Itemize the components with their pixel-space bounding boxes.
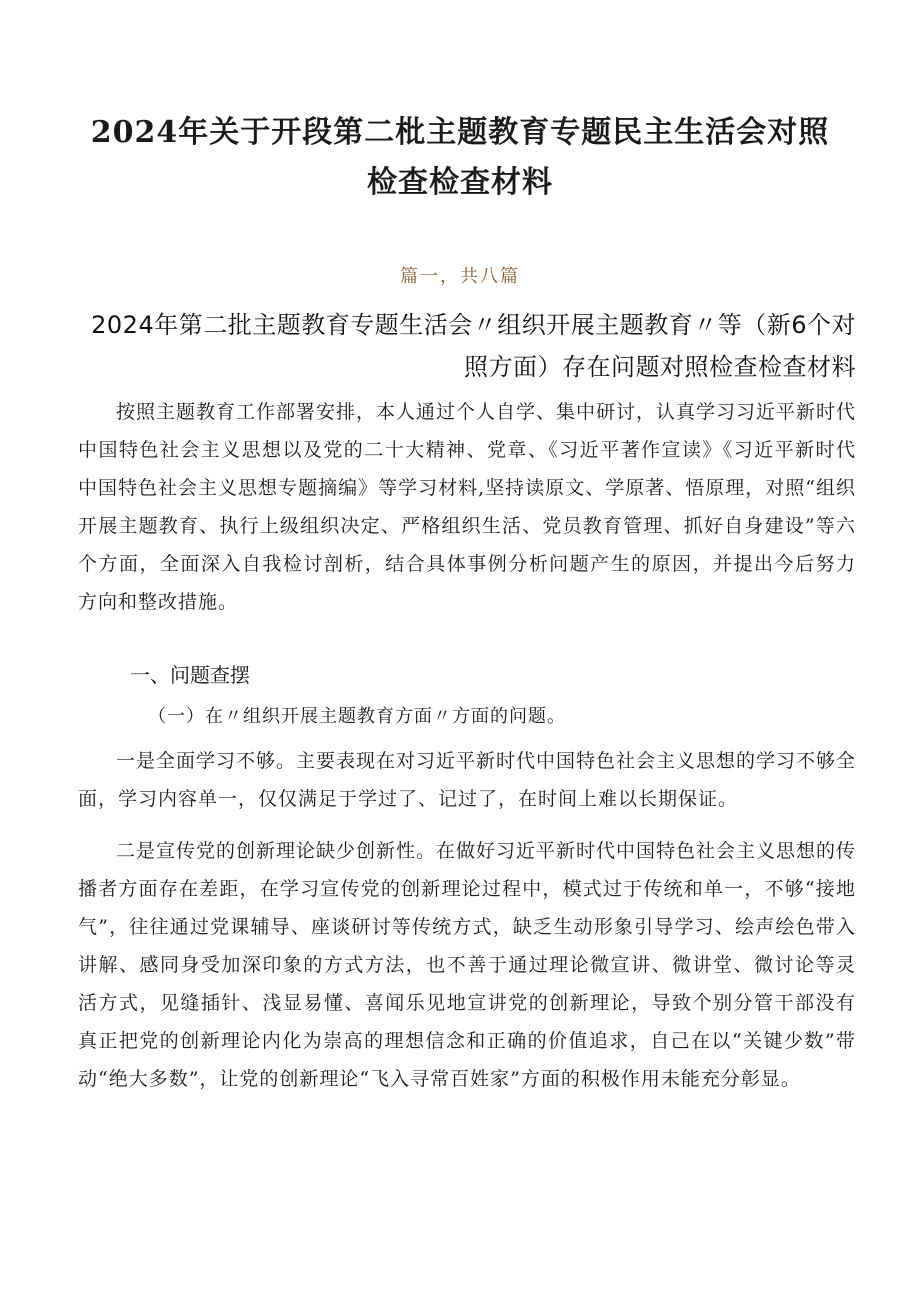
intro-paragraph: 按照主题教育工作部署安排，本人通过个人自学、集中研讨，认真学习习近平新时代中国特色社会主义思想以及党的二十大精神、党章、《习近平著作宣读》《习近平新时代中国特色社会主义思想专题摘编》等学习材料,坚持读原文、学原著、悟原理，对照“组织开展主题教育、执行上级组织决定、严格组织生活、党员教育管理、抓好自身建设”等六个方面，全面深入自我检讨剖析，结合具体事例分析问题产生的原因，并提出今后努力方向和整改措施。 — [78, 401, 857, 613]
document-title: 2024年关于开段第二枇主题教育专题民主生活会对照检查检查材料 — [90, 115, 830, 200]
subheading-organize-education: （一）在〃组织开展主题教育方面〃方面的问题。 — [148, 706, 566, 727]
series-label: 篇一，共八篇 — [400, 266, 520, 287]
paragraph-study-insufficient: 一是全面学习不够。主要表现在对习近平新时代中国特色社会主义思想的学习不够全面，学习内容单一，仅仅满足于学过了、记过了，在时间上难以长期保证。 — [78, 750, 857, 810]
paragraph-publicity-innovation: 二是宣传党的创新理论缺少创新性。在做好习近平新时代中国特色社会主义思想的传播者方面存在差距，在学习宣传党的创新理论过程中，模式过于传统和单一，不够“接地气”，往往通过党课辅导、座谈研讨等传统方式，缺乏生动形象引导学习、绘声绘色带入讲解、感同身受加深印象的方式方法，也不善于通过理论微宣讲、微讲堂、微讨论等灵活方式，见缝插针、浅显易懂、喜闻乐见地宣讲党的创新理论，导致个别分管干部没有真正把党的创新理论内化为崇高的理想信念和正确的价值追求，自己在以“关键少数”带动“绝大多数”，让党的创新理论“飞入寻常百姓家”方面的积极作用未能充分彰显。 — [78, 840, 857, 1090]
section-title: 2024年第二批主题教育专题生活会〃组织开展主题教育〃等（新6个对照方面）存在问题对照检查检查材料 — [91, 311, 856, 381]
heading-problem-check: 一、问题查摆 — [130, 663, 250, 687]
